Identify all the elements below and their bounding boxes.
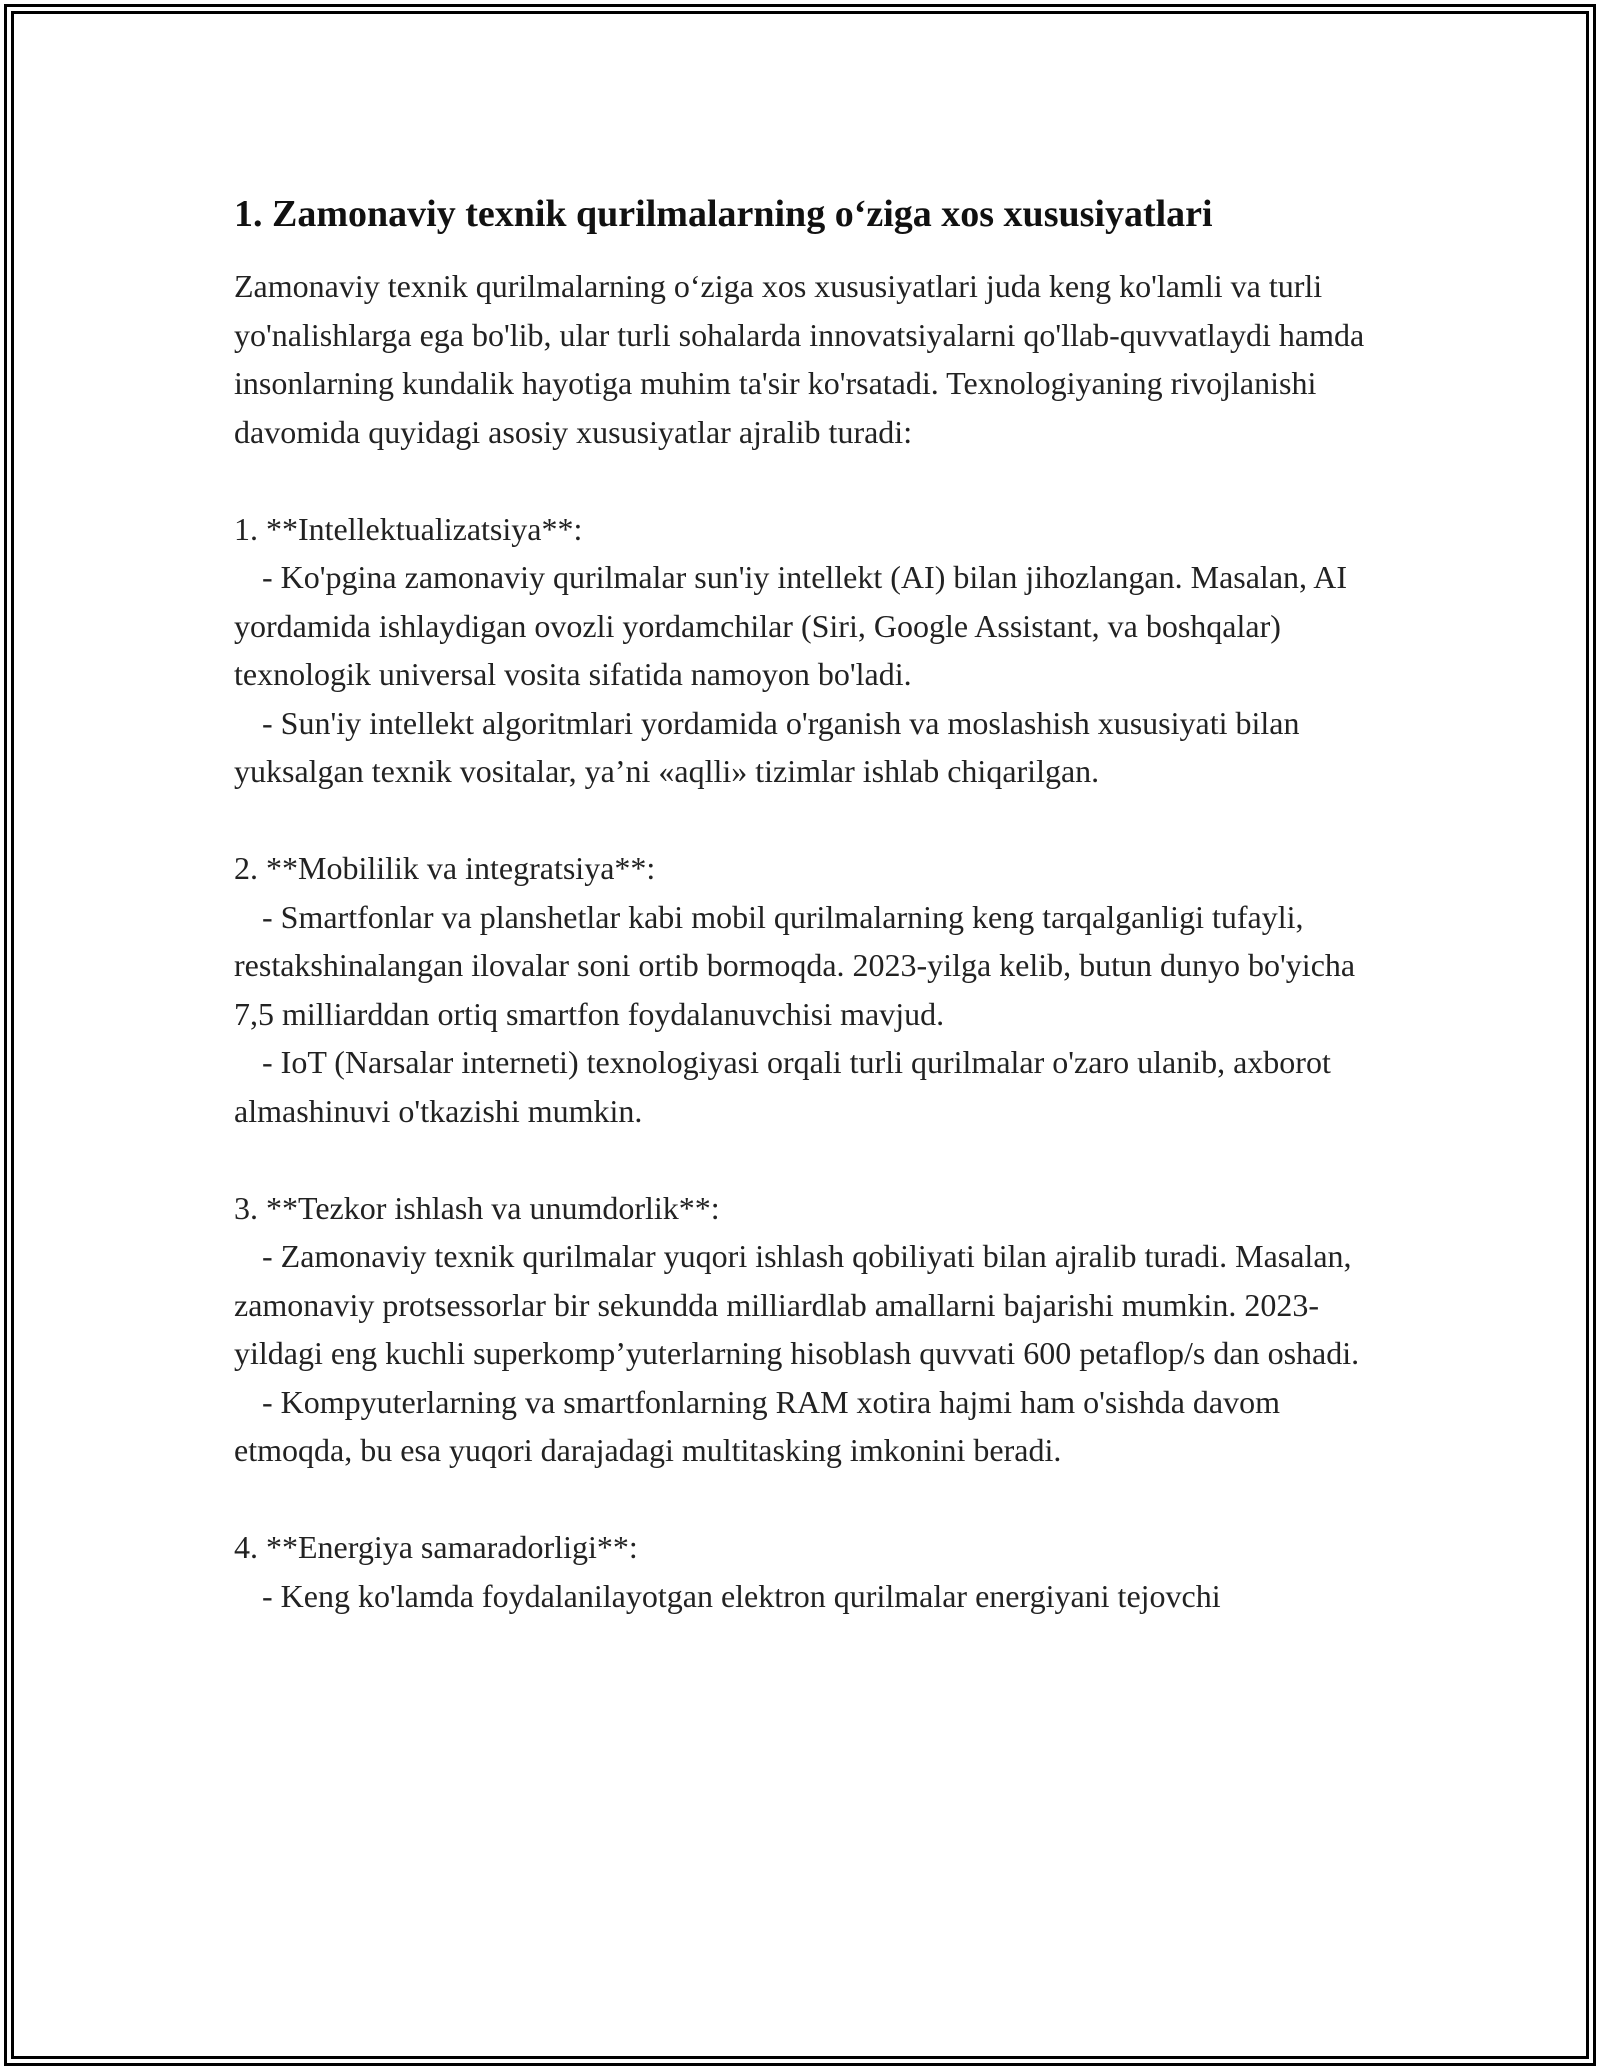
bullet-item: - Ko'pgina zamonaviy qurilmalar sun'iy intellekt (AI) bilan jihozlangan. Masalan, AI yordamida ishlaydigan ovozli yordamchilar (Siri, Google Assistant, va boshqalar) texnologik universal vosita sifatida namoyon bo'ladi.	[234, 559, 1348, 692]
bullet-item: - Sun'iy intellekt algoritmlari yordamida o'rganish va moslashish xususiyati bilan yuksalgan texnik vositalar, ya’ni «aqlli» tizimlar ishlab chiqarilgan.	[234, 704, 1300, 789]
bullet-item: - Kompyuterlarning va smartfonlarning RAM xotira hajmi ham o'sishda davom etmoqda, bu esa yuqori darajadagi multitasking imkonini beradi.	[234, 1383, 1281, 1468]
section-intellektualizatsiya	[234, 505, 1384, 796]
section-heading: 3. **Tezkor ishlash va unumdorlik**:	[234, 1189, 720, 1226]
section-mobililik	[234, 844, 1384, 1135]
section-heading: 1. **Intellektualizatsiya**:	[234, 510, 583, 547]
bullet-item: - IoT (Narsalar interneti) texnologiyasi orqali turli qurilmalar o'zaro ulanib, axborot almashinuvi o'tkazishi mumkin.	[234, 1044, 1331, 1129]
page-title: 1. Zamonaviy texnik qurilmalarning o‘ziga xos xususiyatlari	[234, 193, 1213, 235]
bullet-item: - Keng ko'lamda foydalanilayotgan elektron qurilmalar energiyani tejovchi	[262, 1577, 1221, 1614]
section-energiya	[234, 1523, 1384, 1620]
bullet-item: - Smartfonlar va planshetlar kabi mobil qurilmalarning keng tarqalganligi tufayli, restakshinalangan ilovalar soni ortib bormoqda. 2023-yilga kelib, butun dunyo bo'yicha 7,5 milliarddan ortiq smartfon foydalanuvchisi mavjud.	[234, 898, 1356, 1032]
section-heading: 2. **Mobililik va integratsiya**:	[234, 850, 656, 886]
section-heading: 4. **Energiya samaradorligi**:	[234, 1529, 638, 1565]
bullet-item: - Zamonaviy texnik qurilmalar yuqori ishlash qobiliyati bilan ajralib turadi. Masalan, zamonaviy protsessorlar bir sekundda milliardlab amallarni bajarishi mumkin. 2023-yildagi eng kuchli superkomp’yuterlarning hisoblash quvvati 600 petaflop/s dan oshadi.	[234, 1238, 1360, 1371]
section-tezkor-ishlash	[234, 1184, 1384, 1475]
intro-paragraph: Zamonaviy texnik qurilmalarning o‘ziga xos xususiyatlari juda keng ko'lamli va turli yo'nalishlarga ega bo'lib, ular turli sohalarda innovatsiyalarni qo'llab-quvvatlaydi hamda insonlarning kundalik hayotiga muhim ta'sir ko'rsatadi. Texnologiyaning rivojlanishi davomida quyidagi asosiy xususiyatlar ajralib turadi:	[234, 268, 1365, 450]
document-page	[234, 186, 1384, 1620]
